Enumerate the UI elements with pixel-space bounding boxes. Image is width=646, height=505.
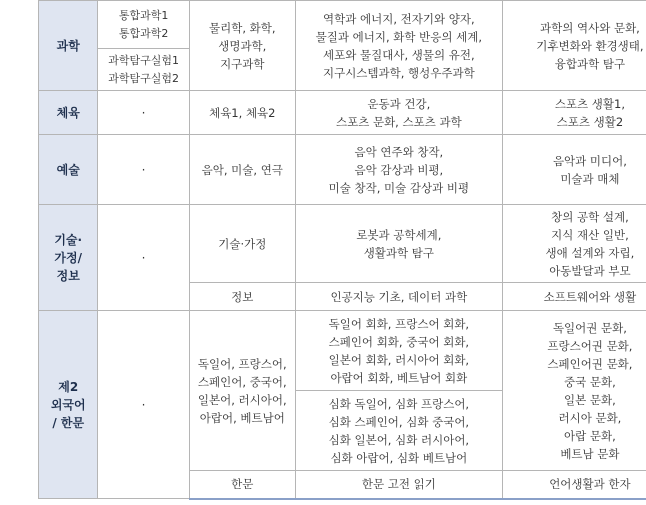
pe-career: [295, 91, 502, 135]
subject-line: 기술·: [54, 232, 83, 247]
common-subject: 통합과학2: [118, 26, 169, 40]
pe-convergence: [502, 91, 646, 135]
general-subject: 물리학, 화학,: [209, 20, 276, 35]
convergence-subject: 지식 재산 일반,: [551, 227, 629, 242]
career-subject: 심화 일본어, 심화 러시아어,: [328, 432, 470, 447]
general-subject: 스페인어, 중국어,: [197, 374, 287, 389]
career-subject: 지구시스템과학, 행성우주과학: [322, 65, 475, 80]
career-subject: 물질과 에너지, 화학 반응의 세계,: [315, 29, 483, 44]
foreign-common: ·: [98, 311, 189, 499]
common-subject: 과학탐구실험1: [108, 53, 179, 67]
subject-line: 외국어: [50, 397, 86, 412]
convergence-subject: 스포츠 생활1,: [554, 96, 626, 111]
career-subject: 운동과 건강,: [367, 96, 431, 111]
convergence-subject: 창의 공학 설계,: [551, 209, 629, 224]
convergence-subject: 미술과 매체: [560, 171, 620, 186]
career-subject: 아랍어 회화, 베트남어 회화: [330, 370, 468, 385]
convergence-subject: 아동발달과 부모: [549, 263, 631, 278]
convergence-subject: 베트남 문화: [560, 446, 620, 461]
info-career: 인공지능 기초, 데이터 과학: [295, 283, 502, 311]
convergence-subject: 기후변화와 환경생태,: [536, 38, 644, 53]
career-subject: 스포츠 문화, 스포츠 과학: [335, 114, 462, 129]
career-subject: 로봇과 공학세계,: [356, 227, 442, 242]
general-subject: 아랍어, 베트남어: [199, 410, 285, 425]
hanmun-career: 한문 고전 읽기: [295, 471, 502, 499]
subject-line: / 한문: [52, 415, 85, 430]
tech-home-general: 기술·가정: [189, 205, 295, 283]
career-subject: 미술 창작, 미술 감상과 비평: [328, 180, 470, 195]
subject-line: 제2: [58, 379, 79, 394]
arts-convergence: [502, 135, 646, 205]
info-convergence: 소프트웨어와 생활: [502, 283, 646, 311]
science-common-top: [98, 1, 189, 49]
tech-row: [39, 205, 646, 283]
pe-common: ·: [98, 91, 189, 135]
convergence-subject: 중국 문화,: [564, 374, 616, 389]
general-subject: 일본어, 러시아어,: [197, 392, 287, 407]
career-subject: 독일어 회화, 프랑스어 회화,: [328, 316, 470, 331]
career-subject: 세포와 물질대사, 생물의 유전,: [323, 47, 475, 62]
convergence-subject: 독일어권 문화,: [552, 320, 627, 335]
tech-common: ·: [98, 205, 189, 311]
arts-common: ·: [98, 135, 189, 205]
convergence-subject: 스포츠 생활2: [556, 114, 624, 129]
foreign-career-top: [295, 311, 502, 391]
convergence-subject: 과학의 역사와 문화,: [540, 20, 640, 35]
science-career: [295, 1, 502, 91]
subject-science: 과학: [39, 1, 98, 91]
general-subject: 생명과학,: [218, 38, 267, 53]
convergence-subject: 스페인어권 문화,: [547, 356, 633, 371]
career-subject: 심화 스페인어, 심화 중국어,: [328, 414, 470, 429]
foreign-general: [189, 311, 295, 471]
foreign-convergence: [502, 311, 646, 471]
career-subject: 역학과 에너지, 전자기와 양자,: [323, 11, 475, 26]
hanmun-convergence: 언어생활과 한자: [502, 471, 646, 499]
foreign-row: [39, 311, 646, 391]
arts-general: 음악, 미술, 연극: [189, 135, 295, 205]
subject-pe: 체육: [39, 91, 98, 135]
pe-general: 체육1, 체육2: [189, 91, 295, 135]
career-subject: 일본어 회화, 러시아어 회화,: [328, 352, 470, 367]
convergence-subject: 프랑스어권 문화,: [547, 338, 633, 353]
curriculum-table: [38, 0, 646, 500]
convergence-subject: 아랍 문화,: [564, 428, 616, 443]
convergence-subject: 융합과학 탐구: [554, 56, 626, 71]
career-subject: 심화 독일어, 심화 프랑스어,: [328, 396, 470, 411]
convergence-subject: 일본 문화,: [564, 392, 616, 407]
science-convergence: [502, 1, 646, 91]
pe-row: [39, 91, 646, 135]
career-subject: 음악 감상과 비평,: [354, 162, 444, 177]
convergence-subject: 생애 설계와 자립,: [545, 245, 635, 260]
career-subject: 심화 아랍어, 심화 베트남어: [330, 450, 468, 465]
career-subject: 스페인어 회화, 중국어 회화,: [328, 334, 470, 349]
hanmun-general: 한문: [189, 471, 295, 499]
convergence-subject: 러시아 문화,: [558, 410, 622, 425]
subject-tech: [39, 205, 98, 311]
science-row: [39, 1, 646, 49]
info-general: 정보: [189, 283, 295, 311]
science-general: [189, 1, 295, 91]
tech-home-career: [295, 205, 502, 283]
convergence-subject: 음악과 미디어,: [552, 153, 627, 168]
subject-line: 정보: [56, 268, 80, 283]
career-subject: 생활과학 탐구: [363, 245, 434, 260]
career-subject: 음악 연주와 창작,: [354, 144, 444, 159]
arts-career: [295, 135, 502, 205]
common-subject: 과학탐구실험2: [108, 71, 179, 85]
arts-row: [39, 135, 646, 205]
tech-home-convergence: [502, 205, 646, 283]
subject-arts: 예술: [39, 135, 98, 205]
subject-line: 가정/: [54, 250, 82, 265]
science-common-bottom: [98, 49, 189, 91]
common-subject: 통합과학1: [118, 8, 169, 22]
general-subject: 지구과학: [220, 56, 265, 71]
general-subject: 독일어, 프랑스어,: [197, 356, 287, 371]
subject-foreign: [39, 311, 98, 499]
foreign-career-bottom: [295, 391, 502, 471]
